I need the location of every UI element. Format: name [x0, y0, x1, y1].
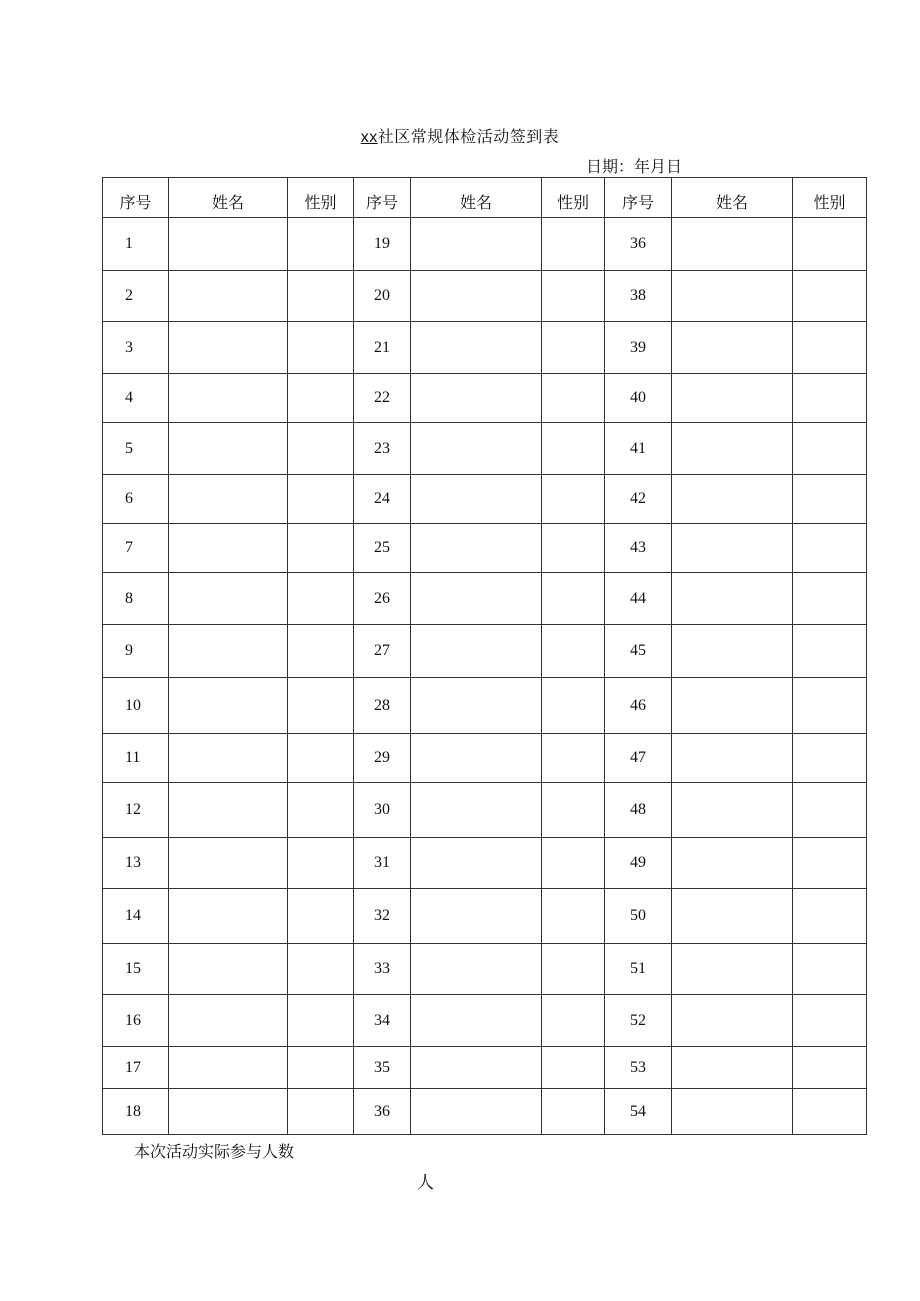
name-input-cell[interactable]	[411, 573, 542, 625]
seq-cell: 50	[605, 889, 672, 944]
name-input-cell[interactable]	[672, 218, 793, 271]
gender-input-cell[interactable]	[288, 889, 354, 944]
title-text: 社区常规体检活动签到表	[377, 127, 560, 146]
gender-input-cell[interactable]	[793, 783, 867, 838]
seq-cell: 14	[103, 889, 169, 944]
seq-cell: 4	[103, 374, 169, 423]
seq-cell: 20	[354, 271, 411, 322]
gender-input-cell[interactable]	[288, 271, 354, 322]
seq-cell: 3	[103, 322, 169, 374]
table-row	[103, 838, 867, 889]
name-input-cell[interactable]	[169, 218, 288, 271]
header-gender-1: 性别	[288, 178, 354, 218]
gender-input-cell[interactable]	[793, 1089, 867, 1135]
gender-input-cell[interactable]	[288, 374, 354, 423]
seq-cell: 33	[354, 944, 411, 995]
name-input-cell[interactable]	[411, 475, 542, 524]
gender-input-cell[interactable]	[793, 1047, 867, 1089]
name-input-cell[interactable]	[411, 889, 542, 944]
table-row	[103, 625, 867, 678]
title-prefix: xx	[360, 129, 378, 146]
name-input-cell[interactable]	[672, 475, 793, 524]
seq-cell: 24	[354, 475, 411, 524]
name-input-cell[interactable]	[411, 944, 542, 995]
name-input-cell[interactable]	[411, 625, 542, 678]
seq-cell: 9	[103, 625, 169, 678]
gender-input-cell[interactable]	[542, 625, 605, 678]
name-input-cell[interactable]	[169, 423, 288, 475]
table-row	[103, 475, 867, 524]
name-input-cell[interactable]	[411, 995, 542, 1047]
table-row	[103, 218, 867, 271]
table-row	[103, 573, 867, 625]
name-input-cell[interactable]	[672, 944, 793, 995]
name-input-cell[interactable]	[672, 1047, 793, 1089]
table-row	[103, 783, 867, 838]
gender-input-cell[interactable]	[542, 475, 605, 524]
name-input-cell[interactable]	[672, 734, 793, 783]
name-input-cell[interactable]	[672, 322, 793, 374]
gender-input-cell[interactable]	[793, 374, 867, 423]
gender-input-cell[interactable]	[288, 944, 354, 995]
header-name-3: 姓名	[672, 178, 793, 218]
name-input-cell[interactable]	[169, 889, 288, 944]
name-input-cell[interactable]	[169, 678, 288, 734]
name-input-cell[interactable]	[411, 423, 542, 475]
name-input-cell[interactable]	[672, 423, 793, 475]
name-input-cell[interactable]	[169, 625, 288, 678]
name-input-cell[interactable]	[672, 524, 793, 573]
name-input-cell[interactable]	[169, 374, 288, 423]
name-input-cell[interactable]	[672, 573, 793, 625]
seq-cell: 54	[605, 1089, 672, 1135]
table-row	[103, 322, 867, 374]
gender-input-cell[interactable]	[288, 1089, 354, 1135]
seq-cell: 8	[103, 573, 169, 625]
table-row	[103, 995, 867, 1047]
table-row	[103, 678, 867, 734]
gender-input-cell[interactable]	[542, 783, 605, 838]
name-input-cell[interactable]	[169, 1089, 288, 1135]
name-input-cell[interactable]	[169, 995, 288, 1047]
header-seq-1: 序号	[103, 178, 169, 218]
gender-input-cell[interactable]	[542, 1047, 605, 1089]
name-input-cell[interactable]	[672, 889, 793, 944]
gender-input-cell[interactable]	[793, 475, 867, 524]
name-input-cell[interactable]	[411, 218, 542, 271]
table-row	[103, 524, 867, 573]
gender-input-cell[interactable]	[542, 734, 605, 783]
name-input-cell[interactable]	[169, 475, 288, 524]
gender-input-cell[interactable]	[288, 838, 354, 889]
gender-input-cell[interactable]	[542, 573, 605, 625]
seq-cell: 49	[605, 838, 672, 889]
gender-input-cell[interactable]	[542, 271, 605, 322]
seq-cell: 47	[605, 734, 672, 783]
name-input-cell[interactable]	[672, 678, 793, 734]
name-input-cell[interactable]	[169, 524, 288, 573]
gender-input-cell[interactable]	[542, 944, 605, 995]
seq-cell: 28	[354, 678, 411, 734]
name-input-cell[interactable]	[672, 995, 793, 1047]
seq-cell: 27	[354, 625, 411, 678]
gender-input-cell[interactable]	[793, 944, 867, 995]
table-row	[103, 944, 867, 995]
name-input-cell[interactable]	[169, 734, 288, 783]
seq-cell: 53	[605, 1047, 672, 1089]
seq-cell: 32	[354, 889, 411, 944]
gender-input-cell[interactable]	[542, 1089, 605, 1135]
gender-input-cell[interactable]	[288, 995, 354, 1047]
seq-cell: 15	[103, 944, 169, 995]
gender-input-cell[interactable]	[542, 322, 605, 374]
seq-cell: 17	[103, 1047, 169, 1089]
name-input-cell[interactable]	[411, 734, 542, 783]
seq-cell: 13	[103, 838, 169, 889]
name-input-cell[interactable]	[169, 838, 288, 889]
gender-input-cell[interactable]	[288, 524, 354, 573]
seq-cell: 45	[605, 625, 672, 678]
name-input-cell[interactable]	[672, 374, 793, 423]
gender-input-cell[interactable]	[288, 322, 354, 374]
name-input-cell[interactable]	[411, 322, 542, 374]
name-input-cell[interactable]	[169, 1047, 288, 1089]
gender-input-cell[interactable]	[288, 625, 354, 678]
gender-input-cell[interactable]	[542, 218, 605, 271]
seq-cell: 29	[354, 734, 411, 783]
table-row	[103, 1089, 867, 1135]
seq-cell: 22	[354, 374, 411, 423]
gender-input-cell[interactable]	[542, 678, 605, 734]
seq-cell: 5	[103, 423, 169, 475]
name-input-cell[interactable]	[169, 271, 288, 322]
gender-input-cell[interactable]	[288, 475, 354, 524]
seq-cell: 42	[605, 475, 672, 524]
gender-input-cell[interactable]	[288, 1047, 354, 1089]
seq-cell: 2	[103, 271, 169, 322]
name-input-cell[interactable]	[411, 374, 542, 423]
name-input-cell[interactable]	[411, 524, 542, 573]
header-gender-2: 性别	[542, 178, 605, 218]
header-seq-3: 序号	[605, 178, 672, 218]
gender-input-cell[interactable]	[288, 573, 354, 625]
seq-cell: 39	[605, 322, 672, 374]
seq-cell: 38	[605, 271, 672, 322]
name-input-cell[interactable]	[672, 838, 793, 889]
seq-cell: 36	[354, 1089, 411, 1135]
gender-input-cell[interactable]	[793, 524, 867, 573]
header-name-1: 姓名	[169, 178, 288, 218]
seq-cell: 44	[605, 573, 672, 625]
name-input-cell[interactable]	[411, 271, 542, 322]
name-input-cell[interactable]	[411, 1047, 542, 1089]
seq-cell: 18	[103, 1089, 169, 1135]
gender-input-cell[interactable]	[793, 889, 867, 944]
gender-input-cell[interactable]	[288, 218, 354, 271]
gender-input-cell[interactable]	[542, 889, 605, 944]
gender-input-cell[interactable]	[793, 218, 867, 271]
name-input-cell[interactable]	[169, 944, 288, 995]
table-row	[103, 889, 867, 944]
header-seq-2: 序号	[354, 178, 411, 218]
table-row	[103, 423, 867, 475]
seq-cell: 19	[354, 218, 411, 271]
gender-input-cell[interactable]	[793, 322, 867, 374]
name-input-cell[interactable]	[411, 678, 542, 734]
seq-cell: 7	[103, 524, 169, 573]
gender-input-cell[interactable]	[793, 573, 867, 625]
seq-cell: 51	[605, 944, 672, 995]
gender-input-cell[interactable]	[793, 734, 867, 783]
name-input-cell[interactable]	[672, 271, 793, 322]
gender-input-cell[interactable]	[793, 838, 867, 889]
name-input-cell[interactable]	[169, 783, 288, 838]
attendance-note: 本次活动实际参与人数	[134, 1142, 295, 1161]
seq-cell: 48	[605, 783, 672, 838]
name-input-cell[interactable]	[672, 625, 793, 678]
gender-input-cell[interactable]	[288, 783, 354, 838]
seq-cell: 11	[103, 734, 169, 783]
name-input-cell[interactable]	[672, 783, 793, 838]
seq-cell: 36	[605, 218, 672, 271]
gender-input-cell[interactable]	[288, 734, 354, 783]
seq-cell: 52	[605, 995, 672, 1047]
header-name-2: 姓名	[411, 178, 542, 218]
name-input-cell[interactable]	[169, 322, 288, 374]
gender-input-cell[interactable]	[542, 838, 605, 889]
seq-cell: 31	[354, 838, 411, 889]
name-input-cell[interactable]	[411, 1089, 542, 1135]
seq-cell: 46	[605, 678, 672, 734]
gender-input-cell[interactable]	[793, 995, 867, 1047]
gender-input-cell[interactable]	[542, 374, 605, 423]
name-input-cell[interactable]	[169, 573, 288, 625]
seq-cell: 23	[354, 423, 411, 475]
gender-input-cell[interactable]	[793, 625, 867, 678]
date-label: 日期：年月日	[586, 157, 683, 176]
seq-cell: 35	[354, 1047, 411, 1089]
gender-input-cell[interactable]	[288, 423, 354, 475]
seq-cell: 43	[605, 524, 672, 573]
gender-input-cell[interactable]	[793, 678, 867, 734]
seq-cell: 26	[354, 573, 411, 625]
name-input-cell[interactable]	[411, 838, 542, 889]
seq-cell: 12	[103, 783, 169, 838]
table-row	[103, 271, 867, 322]
seq-cell: 30	[354, 783, 411, 838]
seq-cell: 25	[354, 524, 411, 573]
seq-cell: 40	[605, 374, 672, 423]
seq-cell: 16	[103, 995, 169, 1047]
header-gender-3: 性别	[793, 178, 867, 218]
name-input-cell[interactable]	[672, 1089, 793, 1135]
gender-input-cell[interactable]	[793, 271, 867, 322]
sign-in-table	[102, 177, 867, 1135]
seq-cell: 21	[354, 322, 411, 374]
document-title	[0, 124, 920, 147]
gender-input-cell[interactable]	[542, 995, 605, 1047]
attendance-unit: 人	[417, 1173, 434, 1193]
table-row	[103, 734, 867, 783]
table-row	[103, 374, 867, 423]
seq-cell: 34	[354, 995, 411, 1047]
seq-cell: 41	[605, 423, 672, 475]
gender-input-cell[interactable]	[542, 524, 605, 573]
seq-cell: 10	[103, 678, 169, 734]
seq-cell: 6	[103, 475, 169, 524]
seq-cell: 1	[103, 218, 169, 271]
name-input-cell[interactable]	[411, 783, 542, 838]
gender-input-cell[interactable]	[288, 678, 354, 734]
gender-input-cell[interactable]	[793, 423, 867, 475]
gender-input-cell[interactable]	[542, 423, 605, 475]
table-header-row	[103, 178, 867, 218]
table-row	[103, 1047, 867, 1089]
